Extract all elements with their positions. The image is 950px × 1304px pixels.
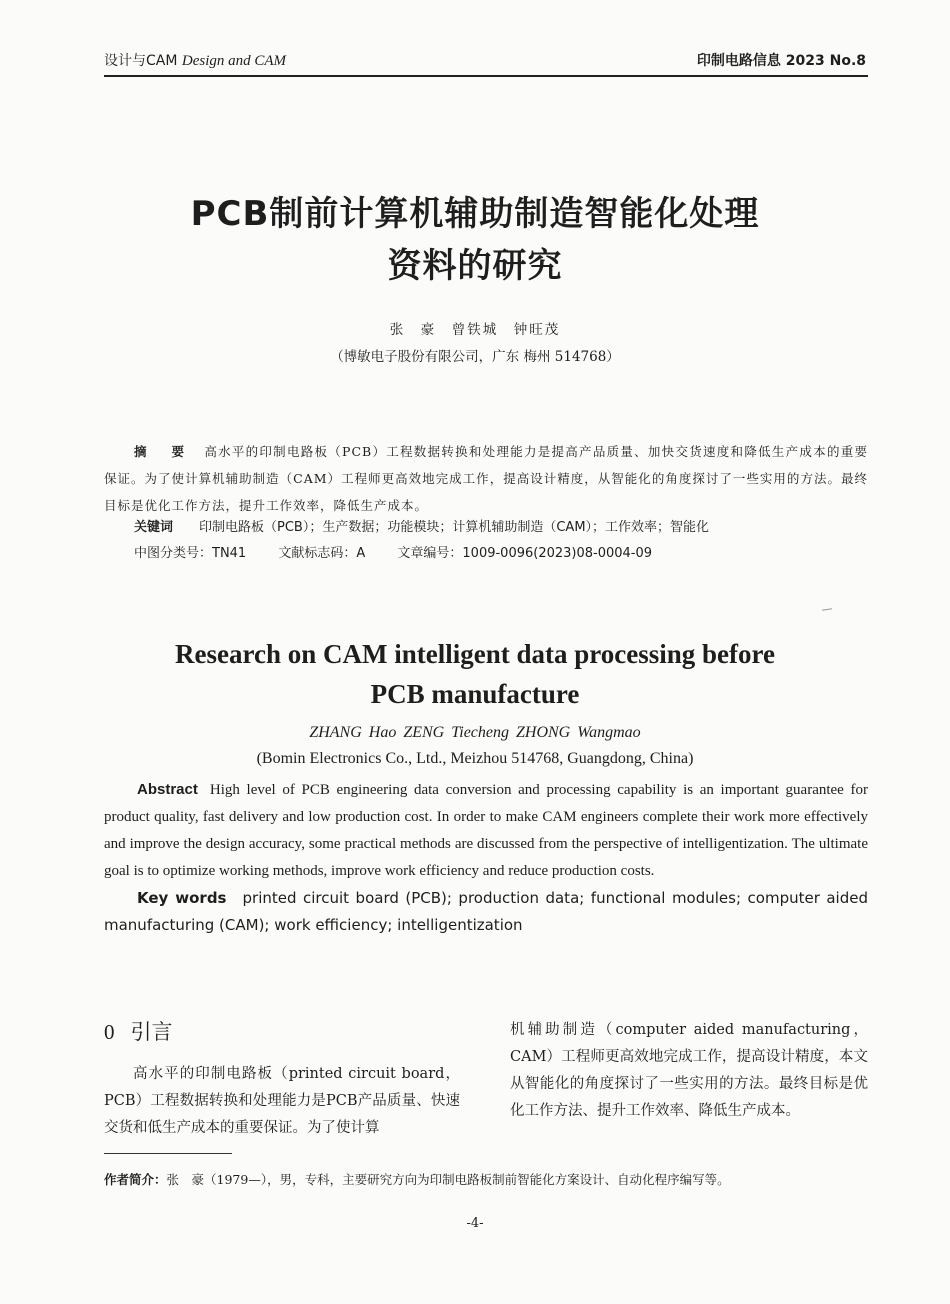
chinese-title-line-2: 资料的研究: [387, 246, 563, 286]
page-number: -4-: [466, 1216, 484, 1231]
english-abstract-text: High level of PCB engineering data conversion and processing capability is an important guarantee for product quality, fast delivery and low production cost. In order to make CAM engineers complete their work more effectively and improve the design accuracy, some practical methods are discussed from the perspective of intelligentization. The ultimate goal is to optimize working methods, improve work efficiency and reduce production costs.: [104, 782, 868, 879]
section-number: 0: [104, 1020, 115, 1044]
chinese-keywords-label: 关键词: [134, 520, 174, 535]
running-header-right: 印制电路信息 2023 No.8: [696, 53, 866, 69]
header-section-en: Design and CAM: [181, 53, 287, 69]
english-abstract-label: Abstract: [137, 781, 198, 798]
footnote-rule: [104, 1153, 232, 1154]
clc-number: 中图分类号：TN41: [134, 546, 247, 561]
author-footnote-label: 作者简介：: [104, 1172, 167, 1187]
chinese-abstract-label: 摘 要: [134, 444, 191, 459]
english-keywords: [104, 885, 868, 939]
body-paragraph-right: 机辅助制造（computer aided manufacturing，CAM）工程师更高效地完成工作，提高设计精度，本文从智能化的角度探讨了一些实用的方法。最终目标是优化工作方法、提升工作效率、降低生产成本。: [510, 1022, 868, 1119]
english-keywords-text: printed circuit board (PCB); production data; functional modules; computer aided manufacturing (CAM); work efficiency; intelligentization: [104, 889, 868, 934]
english-title: [0, 634, 950, 714]
header-section-zh: 设计与CAM: [104, 53, 178, 69]
article-number: 文章编号：1009-0096(2023)08-0004-09: [397, 546, 653, 561]
author-footnote: [104, 1170, 730, 1188]
chinese-title-line-1: PCB制前计算机辅助制造智能化处理: [190, 194, 760, 234]
classification-line: [134, 542, 680, 561]
body-column-left: [104, 1061, 460, 1142]
english-abstract: [104, 776, 868, 885]
chinese-affiliation: （博敏电子股份有限公司，广东 梅州 514768）: [330, 349, 620, 365]
english-affiliation: (Bomin Electronics Co., Ltd., Meizhou 514768, Guangdong, China): [256, 750, 694, 767]
section-heading: [104, 1016, 173, 1046]
chinese-title: [0, 188, 950, 292]
author-footnote-text: 张 豪（1979—），男，专科，主要研究方向为印制电路板制前智能化方案设计、自动化程序编写等。: [166, 1172, 730, 1187]
running-header-left: [104, 50, 286, 70]
english-keywords-label: Key words: [137, 889, 227, 907]
chinese-keywords: [134, 516, 709, 535]
chinese-authors: 张 豪 曾铁城 钟旺茂: [389, 322, 561, 338]
header-rule: [104, 75, 868, 77]
chinese-abstract: [104, 438, 868, 519]
chinese-keywords-text: 印制电路板（PCB）；生产数据；功能模块；计算机辅助制造（CAM）；工作效率；智能化: [199, 520, 710, 535]
stray-mark: [822, 608, 832, 610]
chinese-abstract-text: 高水平的印制电路板（PCB）工程数据转换和处理能力是提高产品质量、加快交货速度和降低生产成本的重要保证。为了使计算机辅助制造（CAM）工程师更高效地完成工作，提高设计精度，从智能化的角度探讨了一些实用的方法。最终目标是优化工作方法，提升工作效率，降低生产成本。: [104, 444, 868, 513]
english-title-line-2: PCB manufacture: [370, 679, 580, 709]
body-column-right: [510, 1017, 868, 1125]
document-code: 文献标志码：A: [278, 546, 366, 561]
section-title: 引言: [130, 1020, 173, 1044]
body-paragraph-left: 高水平的印制电路板（printed circuit board，PCB）工程数据转换和处理能力是PCB产品质量、快速交货和低生产成本的重要保证。为了使计算: [104, 1066, 460, 1136]
english-authors: ZHANG Hao ZENG Tiecheng ZHONG Wangmao: [309, 724, 641, 741]
english-title-line-1: Research on CAM intelligent data processing before: [175, 639, 775, 669]
